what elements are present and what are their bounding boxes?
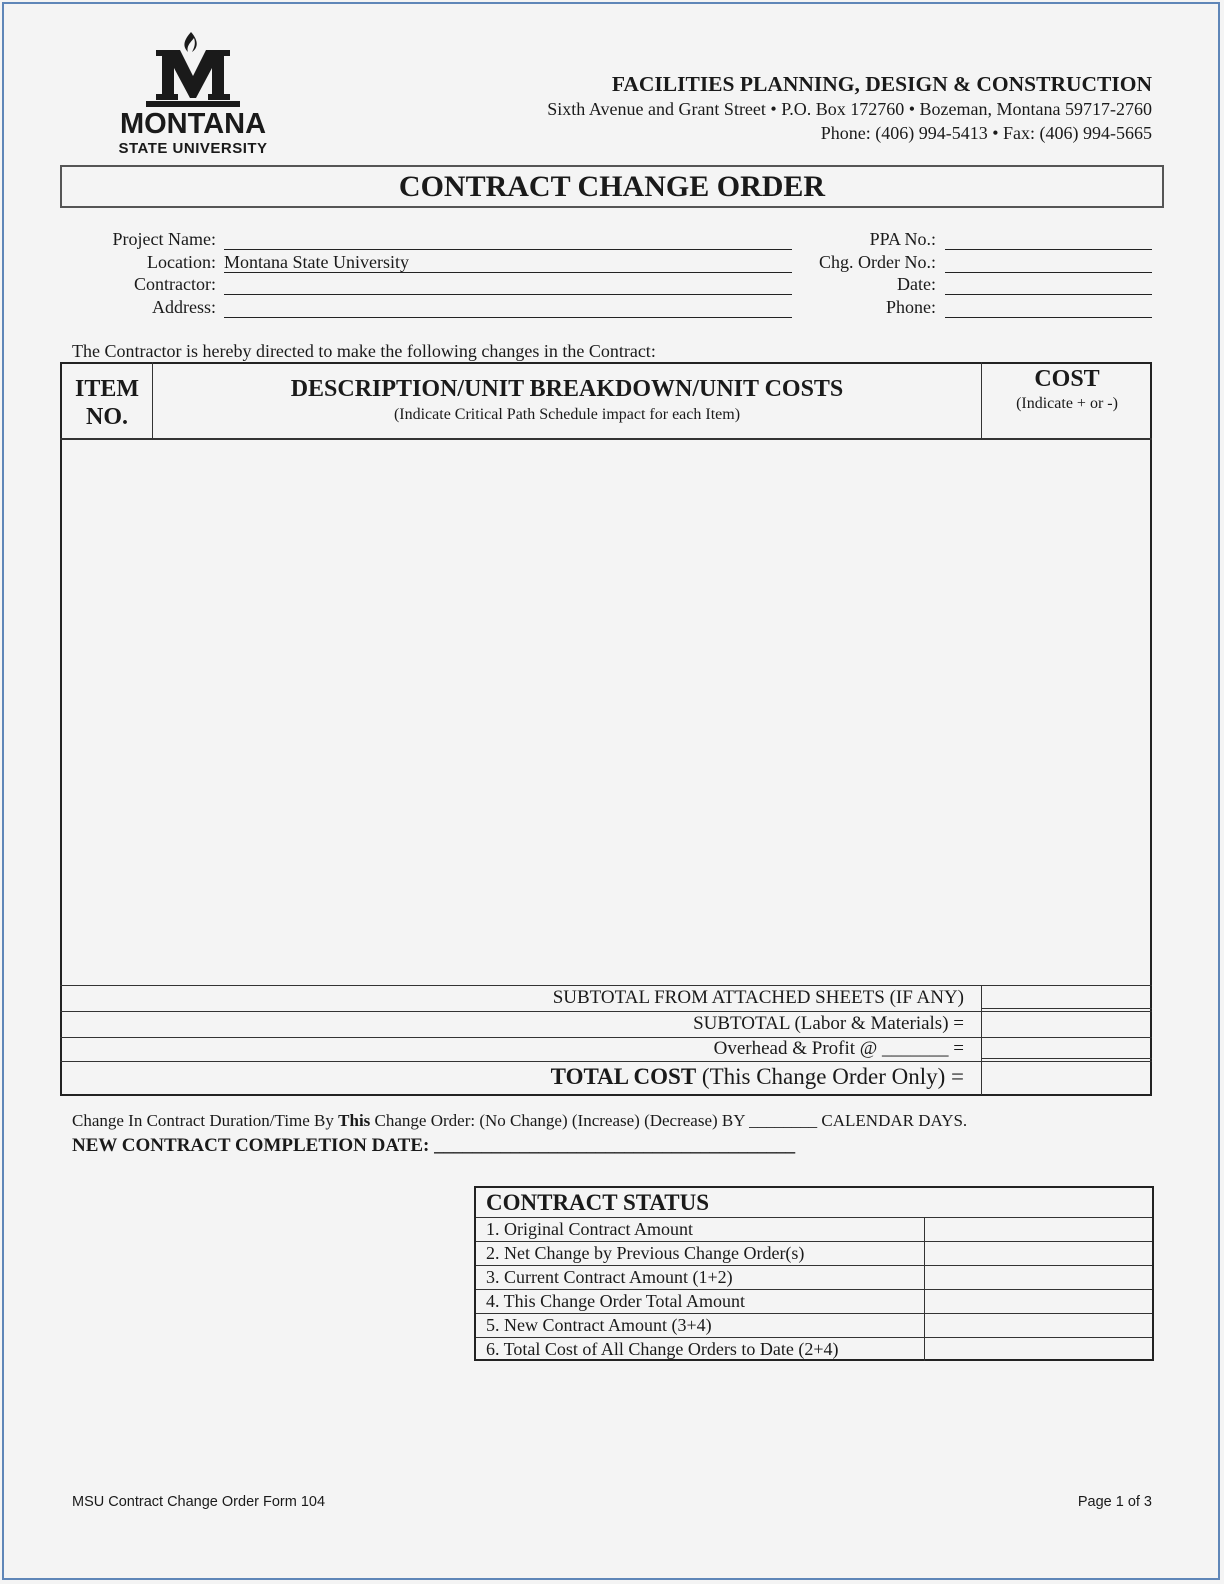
status-row[interactable] — [476, 1337, 1152, 1361]
status-col-divider — [924, 1290, 925, 1313]
ppa-no-label: PPA No.: — [869, 229, 936, 249]
contract-status-table — [474, 1186, 1154, 1361]
total-cost-rest: (This Change Order Only) = — [696, 1064, 964, 1089]
status-col-divider — [924, 1218, 925, 1241]
project-name-field[interactable] — [224, 229, 792, 250]
msu-m-emblem-icon — [98, 32, 288, 108]
description-header: DESCRIPTION/UNIT BREAKDOWN/UNIT COSTS — [290, 376, 844, 402]
item-header-line1: ITEM — [74, 376, 139, 402]
instruction-text: The Contractor is hereby directed to make the following changes in the Contract: — [72, 341, 656, 361]
status-col-divider — [924, 1314, 925, 1337]
total-cost-value[interactable] — [982, 1062, 1152, 1094]
change-items-body[interactable] — [62, 441, 1150, 984]
duration-change-text — [72, 1111, 967, 1131]
location-field[interactable]: Montana State University — [224, 252, 792, 273]
status-row[interactable] — [476, 1241, 1152, 1265]
page-number: Page 1 of 3 — [1077, 1494, 1152, 1510]
contractor-label: Contractor: — [134, 274, 216, 294]
status-row-label: 5. New Contract Amount (3+4) — [486, 1315, 712, 1335]
subtotal-labor-label: SUBTOTAL (Labor & Materials) = — [693, 1013, 964, 1034]
date-label: Date: — [897, 274, 936, 294]
status-row-label: 1. Original Contract Amount — [486, 1219, 693, 1239]
description-subheader: (Indicate Critical Path Schedule impact for each Item) — [393, 406, 741, 423]
logo-wordmark: MONTANA — [119, 108, 267, 140]
duration-bold: This — [338, 1111, 371, 1130]
total-cost-bold: TOTAL COST — [550, 1064, 697, 1089]
project-name-label: Project Name: — [112, 229, 216, 249]
msu-logo — [98, 32, 288, 160]
phone-label: Phone: — [885, 297, 936, 317]
duration-pre: Change In Contract Duration/Time By — [72, 1111, 339, 1130]
department-address: Sixth Avenue and Grant Street • P.O. Box 172760 • Bozeman, Montana 59717-2760 — [547, 99, 1152, 119]
date-field[interactable] — [945, 274, 1152, 295]
department-phone: Phone: (406) 994-5413 • Fax: (406) 994-5665 — [820, 123, 1152, 143]
phone-field[interactable] — [945, 297, 1152, 318]
cost-header: COST — [1034, 366, 1100, 392]
status-row-label: 6. Total Cost of All Change Orders to Date (2+4) — [486, 1339, 839, 1359]
department-name: FACILITIES PLANNING, DESIGN & CONSTRUCTION — [611, 72, 1152, 96]
change-order-no-field[interactable] — [945, 252, 1152, 273]
status-row[interactable] — [476, 1313, 1152, 1337]
status-row-label: 3. Current Contract Amount (1+2) — [486, 1267, 733, 1287]
contractor-field[interactable] — [224, 274, 792, 295]
subtotal-attached-value[interactable] — [982, 986, 1152, 1010]
status-row-label: 4. This Change Order Total Amount — [486, 1291, 746, 1311]
form-number: MSU Contract Change Order Form 104 — [72, 1494, 326, 1510]
total-cost-label — [551, 1064, 964, 1090]
new-completion-date[interactable]: NEW CONTRACT COMPLETION DATE: ______________________________________ — [72, 1135, 796, 1156]
subtotal-labor-value[interactable] — [982, 1012, 1152, 1036]
logo-subtitle: STATE UNIVERSITY — [118, 140, 268, 157]
status-col-divider — [924, 1338, 925, 1361]
form-title: CONTRACT CHANGE ORDER — [60, 165, 1164, 208]
duration-post: Change Order: (No Change) (Increase) (Decrease) BY ________ CALENDAR DAYS. — [370, 1111, 968, 1130]
status-row-label: 2. Net Change by Previous Change Order(s) — [486, 1243, 805, 1263]
overhead-profit-label: Overhead & Profit @ _______ = — [713, 1038, 964, 1059]
status-col-divider — [924, 1242, 925, 1265]
status-row[interactable] — [476, 1217, 1152, 1241]
status-row[interactable] — [476, 1265, 1152, 1289]
location-label: Location: — [147, 252, 216, 272]
table-header-divider — [60, 438, 1152, 440]
status-row[interactable] — [476, 1289, 1152, 1313]
cost-subheader: (Indicate + or -) — [1016, 395, 1118, 412]
address-label: Address: — [152, 297, 216, 317]
item-header-line2: NO. — [86, 404, 128, 430]
ppa-no-field[interactable] — [945, 229, 1152, 250]
overhead-profit-value[interactable] — [982, 1038, 1152, 1060]
subtotal-attached-label: SUBTOTAL FROM ATTACHED SHEETS (IF ANY) — [552, 987, 964, 1008]
item-no-header — [62, 375, 152, 431]
status-col-divider — [924, 1266, 925, 1289]
contract-status-title: CONTRACT STATUS — [486, 1190, 710, 1215]
address-field[interactable] — [224, 297, 792, 318]
change-order-no-label: Chg. Order No.: — [819, 252, 936, 272]
